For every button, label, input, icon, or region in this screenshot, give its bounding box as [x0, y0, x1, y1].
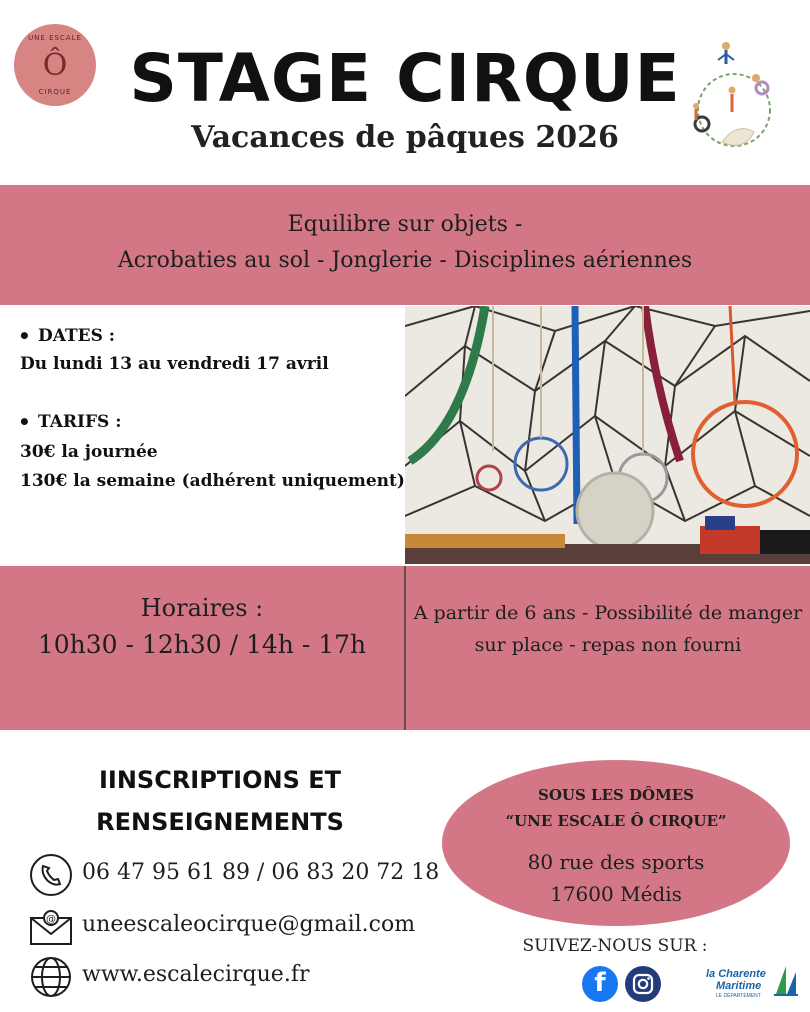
phone-row[interactable] [28, 852, 448, 898]
website-row[interactable] [28, 954, 448, 1000]
instagram-icon[interactable] [625, 966, 661, 1002]
venue-line-2: “UNE ESCALE Ô CIRQUE” [505, 812, 727, 830]
conditions-line-1: A partir de 6 ans - Possibilité de manger [413, 602, 803, 624]
logo-center-glyph: Ô [42, 48, 68, 83]
partner-line-1: la Charente [706, 968, 766, 980]
facebook-icon[interactable] [582, 966, 618, 1002]
disciplines-line-1: Equilibre sur objets - [287, 212, 523, 237]
email-row[interactable] [28, 904, 448, 950]
conditions-line-2: sur place - repas non fourni [474, 634, 742, 656]
globe-icon [28, 954, 74, 1000]
tarif-day: 30€ la journée [20, 442, 158, 462]
hours-label: Horaires : [140, 594, 264, 622]
contact-heading-line-2: RENSEIGNEMENTS [96, 808, 344, 836]
hours-value: 10h30 - 12h30 / 14h - 17h [37, 630, 367, 659]
facebook-glyph: f [594, 968, 606, 998]
phone-icon [28, 852, 74, 898]
website-url: www.escalecirque.fr [82, 962, 310, 987]
contact-heading-line-1: IINSCRIPTIONS ET [98, 766, 342, 794]
email-icon [28, 904, 74, 950]
partner-line-3: LE DÉPARTEMENT [716, 993, 761, 999]
circus-dome-photo [405, 306, 810, 564]
address-city: 17600 Médis [550, 882, 682, 906]
address-street: 80 rue des sports [527, 850, 705, 874]
instagram-glyph-icon [625, 966, 661, 1002]
acrobats-wreath-icon [682, 32, 782, 162]
tarif-week: 130€ la semaine (adhérent uniquement) [20, 471, 405, 491]
charente-maritime-logo [704, 964, 804, 1004]
sail-icon [772, 964, 800, 998]
follow-us-label: SUIVEZ-NOUS SUR : [522, 936, 708, 956]
svg-text:@: @ [46, 914, 56, 925]
tarifs-label: • TARIFS : [38, 412, 122, 432]
dates-value: Du lundi 13 au vendredi 17 avril [20, 354, 329, 374]
phone-numbers: 06 47 95 61 89 / 06 83 20 72 18 [82, 860, 440, 885]
dates-label: • DATES : [38, 326, 115, 346]
disciplines-band [0, 185, 810, 305]
logo-bottom-text: CIRQUE [38, 88, 72, 96]
partner-line-2: Maritime [716, 980, 762, 992]
page-title: STAGE CIRQUE [129, 40, 681, 117]
email-address: uneescaleocirque@gmail.com [82, 912, 416, 937]
venue-line-1: SOUS LES DÔMES [537, 786, 694, 804]
page-subtitle: Vacances de pâques 2026 [191, 120, 619, 155]
logo-top-text: UNE ESCALE [28, 34, 82, 42]
disciplines-line-2: Acrobaties au sol - Jonglerie - Disciplines aériennes [117, 248, 693, 273]
